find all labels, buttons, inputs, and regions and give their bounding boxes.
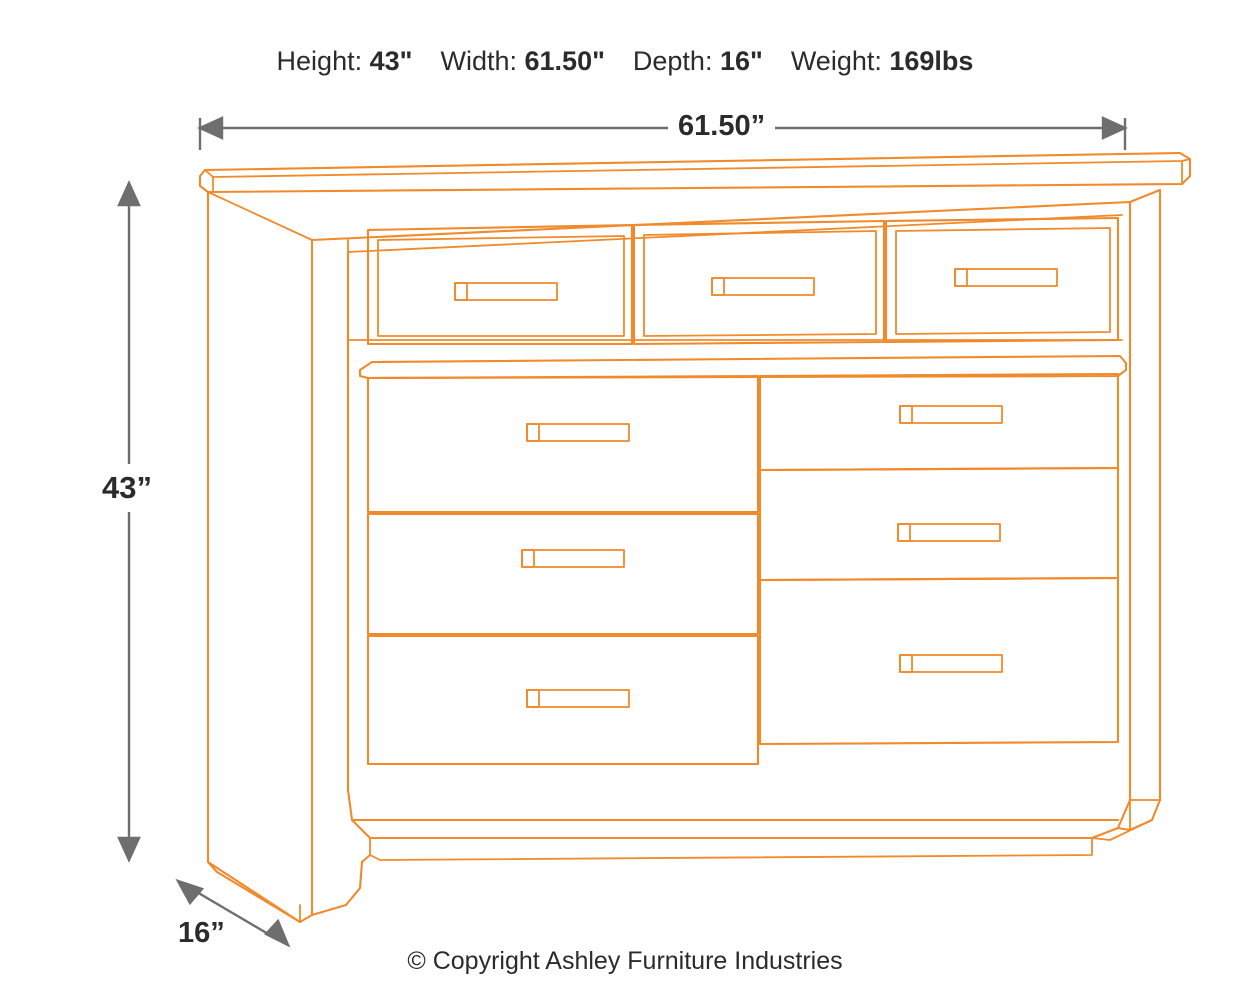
spec-height-value: 43": [369, 46, 413, 76]
drawer-top-right[interactable]: [886, 218, 1118, 342]
spec-weight-value: 169lbs: [889, 46, 974, 76]
spec-width-label: Width:: [440, 46, 517, 76]
drawer-pull[interactable]: [955, 269, 1057, 286]
drawer-pull[interactable]: [712, 278, 814, 295]
drawer-right-upper[interactable]: [760, 374, 1118, 470]
width-dimension-label: 61.50”: [668, 110, 775, 143]
drawer-pull[interactable]: [900, 406, 1002, 423]
spec-depth-value: 16": [719, 46, 763, 76]
drawer-top-center[interactable]: [634, 221, 884, 344]
drawer-left-middle[interactable]: [368, 514, 758, 634]
spec-width-value: 61.50": [524, 46, 605, 76]
drawer-pull[interactable]: [527, 690, 629, 707]
drawer-pull[interactable]: [455, 283, 557, 300]
drawer-right-middle[interactable]: [760, 468, 1118, 580]
drawer-pull[interactable]: [527, 424, 629, 441]
spec-height-label: Height:: [276, 46, 363, 76]
drawer-top-left[interactable]: [368, 225, 632, 344]
height-dimension-label: 43”: [98, 464, 156, 512]
drawer-left-upper[interactable]: [368, 376, 758, 512]
drawer-pull[interactable]: [898, 524, 1000, 541]
spec-weight-label: Weight:: [790, 46, 882, 76]
drawer-right-lower[interactable]: [760, 578, 1118, 744]
drawer-pull[interactable]: [900, 655, 1002, 672]
depth-dimension-label: 16”: [172, 917, 231, 950]
drawer-pull[interactable]: [522, 550, 624, 567]
drawer-left-lower[interactable]: [368, 636, 758, 764]
copyright-text: © Copyright Ashley Furniture Industries: [407, 947, 843, 975]
spec-depth-label: Depth:: [632, 46, 713, 76]
